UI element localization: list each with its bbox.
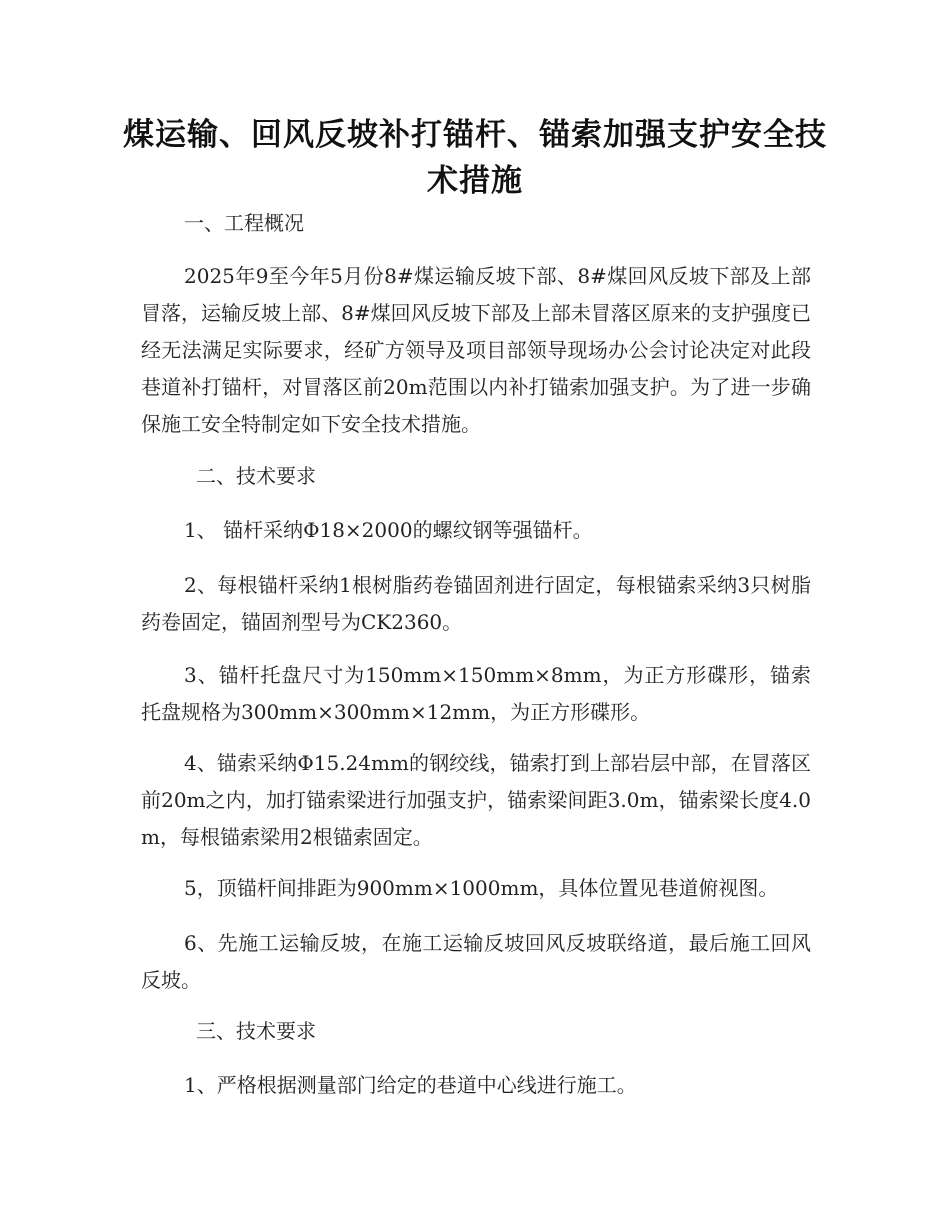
requirement-item-1: 1、 锚杆采纳Φ18×2000的螺纹钢等强锚杆。 — [184, 518, 593, 542]
section-heading-overview: 一、工程概况 — [184, 211, 304, 235]
requirement-item-5: 5，顶锚杆间排距为900mm×1000mm，具体位置见巷道俯视图。 — [184, 876, 779, 900]
requirement-item-3-1: 1、严格根据测量部门给定的巷道中心线进行施工。 — [184, 1073, 637, 1097]
requirement-item-6: 6、先施工运输反坡，在施工运输反坡回风反坡联络道，最后施工回风反坡。 — [141, 931, 811, 992]
section-heading-technical-requirements-2: 三、技术要求 — [196, 1019, 316, 1043]
overview-paragraph: 2025年9至今年5月份8#煤运输反坡下部、8#煤回风反坡下部及上部冒落，运输反坡上部、8#煤回风反坡下部及上部未冒落区原来的支护强度已经无法满足实际要求，经矿方领导及项目部领导现场办公会讨论决定对此段巷道补打锚杆，对冒落区前20m范围以内补打锚索加强支护。为了进一步确保施工安全特制定如下安全技术措施。 — [141, 264, 811, 436]
requirement-item-4: 4、锚索采纳Φ15.24mm的钢绞线，锚索打到上部岩层中部，在冒落区前20m之内，加打锚索梁进行加强支护，锚索梁间距3.0m，锚索梁长度4.0m，每根锚索梁用2根锚索固定。 — [141, 751, 811, 849]
requirement-item-2: 2、每根锚杆采纳1根树脂药卷锚固剂进行固定，每根锚索采纳3只树脂药卷固定，锚固剂型号为CK2360。 — [141, 573, 811, 634]
requirement-item-3: 3、锚杆托盘尺寸为150mm×150mm×8mm，为正方形碟形，锚索托盘规格为300mm×300mm×12mm，为正方形碟形。 — [141, 663, 811, 724]
document-title: 煤运输、回风反坡补打锚杆、锚索加强支护安全技术措施 — [123, 117, 827, 199]
section-heading-technical-requirements: 二、技术要求 — [196, 464, 316, 488]
